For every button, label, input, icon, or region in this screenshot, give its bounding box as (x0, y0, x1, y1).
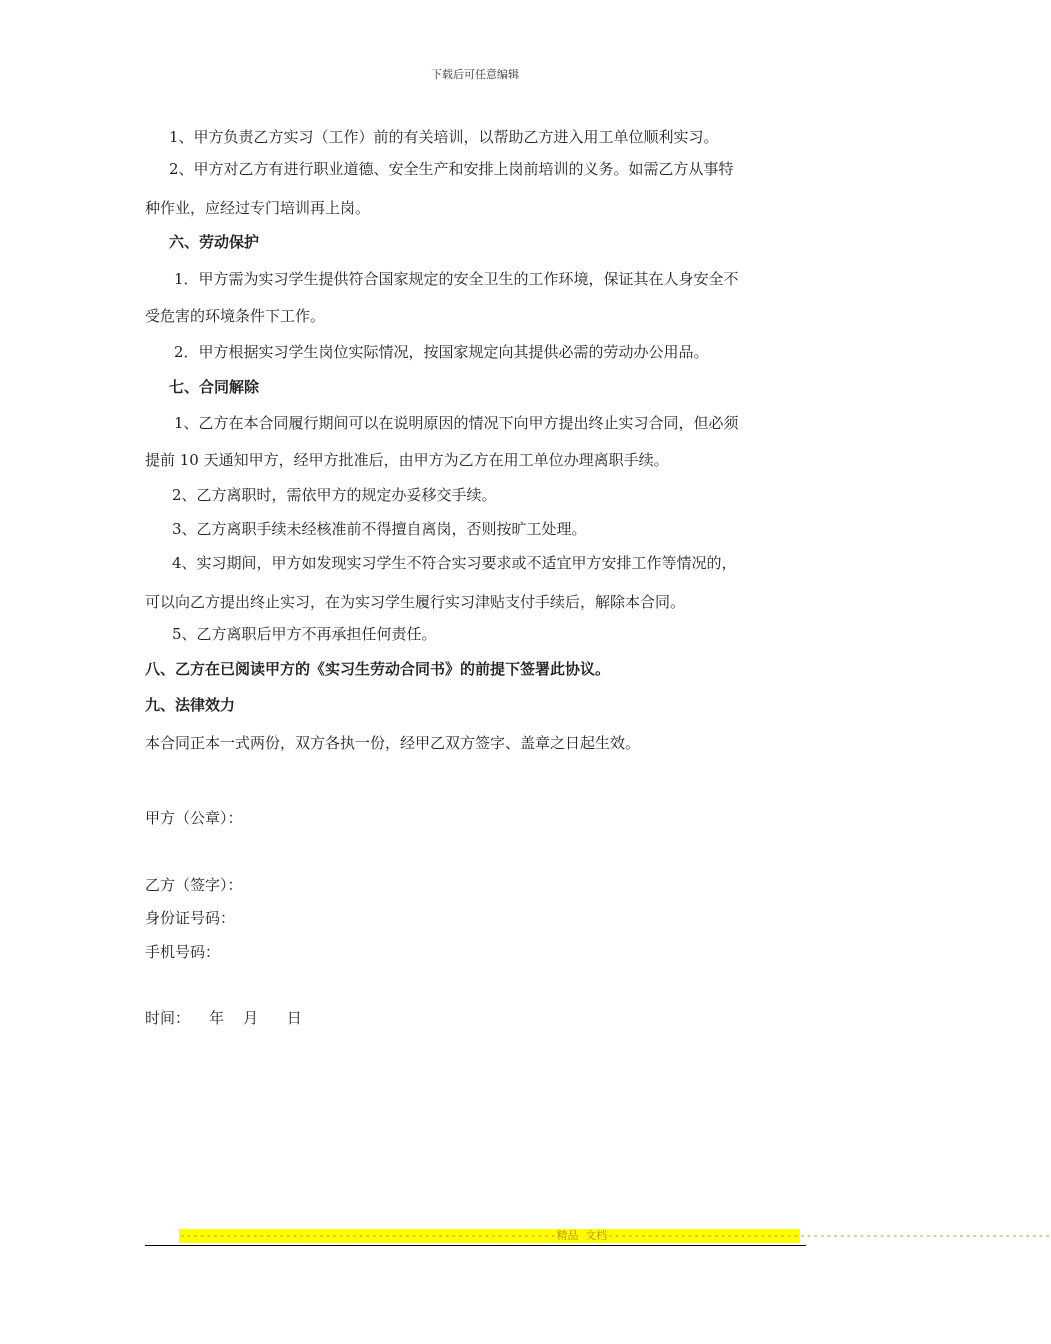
clause-6-item-2: 2．甲方根据实习学生岗位实际情况，按国家规定向其提供必需的劳动办公用品。 (174, 343, 709, 361)
clause-7-item-4: 4、实习期间，甲方如发现实习学生不符合实习要求或不适宜甲方安排工作等情况的， (172, 554, 737, 572)
phone-number-label: 手机号码： (145, 943, 221, 961)
clause-5-item-1: 1、甲方负责乙方实习（工作）前的有关培训，以帮助乙方进入用工单位顺利实习。 (169, 128, 719, 146)
footer-divider (145, 1245, 806, 1246)
section-heading-legal-effect: 九、法律效力 (145, 696, 236, 714)
section-heading-agreement: 八、乙方在已阅读甲方的《实习生劳动合同书》的前提下签署此协议。 (145, 660, 611, 678)
section-heading-termination: 七、合同解除 (169, 378, 260, 396)
section-heading-labor-protection: 六、劳动保护 (169, 233, 260, 251)
clause-7-item-2: 2、乙方离职时，需依甲方的规定办妥移交手续。 (172, 486, 497, 504)
clause-5-item-2-cont: 种作业，应经过专门培训再上岗。 (145, 199, 371, 217)
footer-watermark: ---------------------------------------------------------精品 文档------------------------------------------------------------------- (179, 1229, 1051, 1242)
clause-7-item-5: 5、乙方离职后甲方不再承担任何责任。 (172, 625, 437, 643)
clause-5-item-2: 2、甲方对乙方有进行职业道德、安全生产和安排上岗前培训的义务。如需乙方从事特 (169, 160, 734, 178)
id-number-label: 身份证号码： (145, 909, 236, 927)
legal-effect-text: 本合同正本一式两份，双方各执一份，经甲乙双方签字、盖章之日起生效。 (145, 734, 641, 752)
clause-7-item-1: 1、乙方在本合同履行期间可以在说明原因的情况下向甲方提出终止实习合同，但必须 (174, 414, 739, 432)
party-b-signature-label: 乙方（签字）： (145, 876, 243, 894)
clause-6-item-1: 1．甲方需为实习学生提供符合国家规定的安全卫生的工作环境，保证其在人身安全不 (174, 270, 739, 288)
page-header-note: 下载后可任意编辑 (431, 68, 519, 81)
clause-7-item-4-cont: 可以向乙方提出终止实习，在为实习学生履行实习津贴支付手续后，解除本合同。 (145, 593, 686, 611)
date-label: 时间： 年 月 日 (145, 1009, 302, 1027)
clause-7-item-3: 3、乙方离职手续未经核准前不得擅自离岗，否则按旷工处理。 (172, 520, 587, 538)
clause-7-item-1-cont: 提前 10 天通知甲方，经甲方批准后，由甲方为乙方在用工单位办理离职手续。 (145, 451, 669, 469)
party-a-seal-label: 甲方（公章）： (145, 809, 243, 827)
clause-6-item-1-cont: 受危害的环境条件下工作。 (145, 307, 326, 325)
